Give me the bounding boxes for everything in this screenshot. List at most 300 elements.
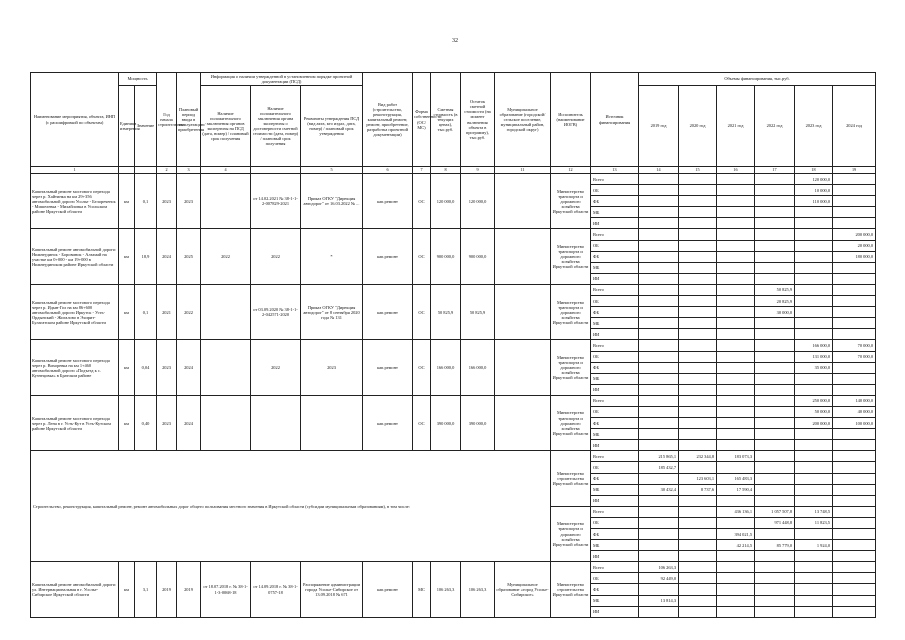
object-plan-year: 2022 <box>177 284 201 339</box>
funding-value <box>833 429 876 440</box>
funding-value <box>795 251 833 262</box>
funding-value <box>717 418 755 429</box>
object-plan-year: 2023 <box>177 174 201 229</box>
funding-value: 85 779,0 <box>755 540 795 551</box>
funding-value <box>679 562 717 573</box>
column-number <box>119 167 135 174</box>
funding-value <box>795 240 833 251</box>
funding-value <box>795 329 833 340</box>
funding-value <box>717 318 755 329</box>
funding-value <box>755 495 795 506</box>
table-row <box>31 340 876 351</box>
column-number: 16 <box>717 167 755 174</box>
object-start-year: 2019 <box>157 562 177 617</box>
funding-value <box>833 506 876 517</box>
object-unit: км <box>119 562 135 617</box>
funding-value: 180 000,0 <box>833 251 876 262</box>
funding-value: 200 000,0 <box>795 418 833 429</box>
funding-value <box>679 284 717 295</box>
object-remain: 390 000,0 <box>461 395 495 450</box>
column-number: 15 <box>679 167 717 174</box>
funding-value <box>833 329 876 340</box>
funding-value <box>679 207 717 218</box>
object-ownership: ОС <box>413 229 431 284</box>
funding-value <box>755 418 795 429</box>
funding-value: 70 000,0 <box>833 351 876 362</box>
funding-value <box>717 562 755 573</box>
object-remain: 120 000,0 <box>461 174 495 229</box>
funding-value <box>639 229 679 240</box>
source-label: МБ <box>591 262 639 273</box>
source-label: ИИ <box>591 329 639 340</box>
column-number <box>251 167 301 174</box>
object-remain: 900 000,0 <box>461 229 495 284</box>
funding-value <box>755 451 795 462</box>
column-number: 6 <box>363 167 413 174</box>
funding-value <box>639 506 679 517</box>
funding-value <box>679 362 717 373</box>
object-name: Капитальный ремонт мостового перехода через р. Лена в г. Усть-Кут в Усть-Кутском районе Иркутской области <box>31 395 119 450</box>
funding-value: 50 825,9 <box>755 284 795 295</box>
funding-value <box>717 296 755 307</box>
object-work-type: кап.ремонт <box>363 284 413 339</box>
source-label: ИИ <box>591 218 639 229</box>
source-label: Всего <box>591 340 639 351</box>
funding-value <box>717 284 755 295</box>
funding-value: 13 814,3 <box>639 595 679 606</box>
object-ownership: ОС <box>413 395 431 450</box>
funding-value <box>639 517 679 528</box>
column-number: 2 <box>157 167 177 174</box>
object-value: 18,9 <box>135 229 157 284</box>
funding-value <box>795 573 833 584</box>
funding-value <box>795 440 833 451</box>
funding-value <box>679 429 717 440</box>
funding-value: 120 000,0 <box>795 174 833 185</box>
funding-value <box>833 595 876 606</box>
funding-value <box>795 207 833 218</box>
source-label: ФБ <box>591 362 639 373</box>
funding-value <box>717 340 755 351</box>
column-number: 12 <box>551 167 591 174</box>
source-label: МБ <box>591 373 639 384</box>
funding-value <box>639 362 679 373</box>
funding-value: 232 344,8 <box>679 451 717 462</box>
source-label: ОБ <box>591 462 639 473</box>
object-executor: Министерство транспорта и дорожного хозяйства Иркутской области <box>551 284 591 339</box>
funding-value <box>795 529 833 540</box>
summary-row <box>31 451 876 462</box>
funding-value <box>795 429 833 440</box>
funding-value <box>755 440 795 451</box>
funding-value <box>639 529 679 540</box>
funding-value <box>795 484 833 495</box>
funding-value <box>717 384 755 395</box>
funding-value <box>833 284 876 295</box>
funding-value <box>755 551 795 562</box>
funding-value <box>679 218 717 229</box>
object-estimate: 390 000,0 <box>431 395 461 450</box>
source-label: ОБ <box>591 296 639 307</box>
object-value: 0,1 <box>135 284 157 339</box>
funding-value <box>833 262 876 273</box>
header-municipality: Муниципальное образование (городской/сельское поселение, муниципальный район, городской округ) <box>495 73 551 167</box>
object-psd-expert <box>201 284 251 339</box>
header-ownership: Форма собственности (ОС/МС) <box>413 73 431 167</box>
funding-value <box>833 562 876 573</box>
funding-value <box>755 340 795 351</box>
funding-value <box>755 529 795 540</box>
funding-value <box>639 284 679 295</box>
header-year: 2024 год <box>833 86 876 167</box>
funding-value <box>717 351 755 362</box>
funding-value <box>795 473 833 484</box>
object-name: Капитальный ремонт автомобильной дороги ул. Интернациональная в г. Усолье-Сибирское Иркутской области <box>31 562 119 617</box>
funding-value <box>717 517 755 528</box>
source-label: ОБ <box>591 406 639 417</box>
funding-value: 8 737,6 <box>679 484 717 495</box>
funding-value <box>679 551 717 562</box>
funding-value <box>639 418 679 429</box>
funding-value <box>679 406 717 417</box>
funding-value: 131 000,0 <box>795 351 833 362</box>
object-name: Капитальный ремонт мостового перехода через р. Идын-Гол на км 86+600 автомобильной дороги Иркутск - Усть-Ордынский - Жигалово в Эхирит-Булагатском районе Иркутской области <box>31 284 119 339</box>
funding-value: 20 825,9 <box>755 296 795 307</box>
object-estimate: 120 000,0 <box>431 174 461 229</box>
funding-value <box>833 318 876 329</box>
funding-value <box>679 262 717 273</box>
funding-value <box>639 473 679 484</box>
funding-value <box>755 174 795 185</box>
object-ownership: ОС <box>413 340 431 395</box>
funding-value <box>639 606 679 617</box>
funding-value <box>679 373 717 384</box>
funding-value <box>755 484 795 495</box>
funding-value <box>679 462 717 473</box>
funding-value <box>795 606 833 617</box>
funding-value <box>833 540 876 551</box>
object-work-type: кап.ремонт <box>363 229 413 284</box>
object-start-year: 2023 <box>157 395 177 450</box>
funding-value <box>833 174 876 185</box>
object-psd-approve <box>301 395 363 450</box>
funding-value: 10 000,0 <box>795 185 833 196</box>
funding-value <box>639 340 679 351</box>
funding-value <box>755 406 795 417</box>
object-psd-expert: от 18.07.2018 г. № 38-1-1-3-0068-18 <box>201 562 251 617</box>
object-start-year: 2024 <box>157 229 177 284</box>
funding-value: 971 448,8 <box>755 517 795 528</box>
object-municipality <box>495 284 551 339</box>
funding-value <box>717 207 755 218</box>
source-label: МБ <box>591 595 639 606</box>
object-remain: 106 263,3 <box>461 562 495 617</box>
source-label: МБ <box>591 318 639 329</box>
funding-value <box>755 606 795 617</box>
object-municipality <box>495 340 551 395</box>
header-capacity: Мощность <box>119 73 157 86</box>
funding-value <box>833 517 876 528</box>
object-unit: км <box>119 174 135 229</box>
funding-value: 394 021,5 <box>717 529 755 540</box>
funding-value <box>679 251 717 262</box>
funding-value <box>639 406 679 417</box>
funding-value <box>833 218 876 229</box>
funding-value <box>755 351 795 362</box>
object-executor: Министерство транспорта и дорожного хозяйства Иркутской области <box>551 395 591 450</box>
funding-value <box>755 584 795 595</box>
source-label: Всего <box>591 451 639 462</box>
object-executor: Министерство транспорта и дорожного хозяйства Иркутской области <box>551 229 591 284</box>
funding-value: 92 449,0 <box>639 573 679 584</box>
funding-value <box>755 473 795 484</box>
funding-value: 40 000,0 <box>833 406 876 417</box>
object-value: 0,40 <box>135 395 157 450</box>
funding-value <box>717 273 755 284</box>
funding-value <box>833 362 876 373</box>
source-label: ОБ <box>591 240 639 251</box>
funding-value <box>717 462 755 473</box>
object-municipality: Муниципальное образование «город Усолье-Сибирское» <box>495 562 551 617</box>
funding-value <box>833 373 876 384</box>
funding-value <box>679 540 717 551</box>
column-number: 18 <box>795 167 833 174</box>
object-psd-cost: от 14.02.2021 № 38-1-1-2-007829-2021 <box>251 174 301 229</box>
funding-value: 11 823,5 <box>795 517 833 528</box>
funding-value <box>755 218 795 229</box>
funding-value <box>717 406 755 417</box>
header-source: Источник финансирования <box>591 73 639 167</box>
column-number: 8 <box>431 167 461 174</box>
source-label: ИИ <box>591 551 639 562</box>
funding-value: 70 000,0 <box>833 340 876 351</box>
funding-value <box>639 318 679 329</box>
object-estimate: 106 263,3 <box>431 562 461 617</box>
source-label: ИИ <box>591 606 639 617</box>
funding-value <box>717 606 755 617</box>
header-year: 2020 год <box>679 86 717 167</box>
funding-value <box>833 606 876 617</box>
funding-value <box>795 495 833 506</box>
object-work-type: кап.ремонт <box>363 340 413 395</box>
funding-value: 123 603,1 <box>679 473 717 484</box>
funding-value: 106 263,3 <box>639 562 679 573</box>
funding-value <box>717 362 755 373</box>
funding-value <box>639 273 679 284</box>
funding-value <box>679 384 717 395</box>
funding-value <box>679 196 717 207</box>
funding-value <box>717 185 755 196</box>
funding-value <box>717 307 755 318</box>
funding-value <box>679 229 717 240</box>
object-psd-expert: 2022 <box>201 229 251 284</box>
funding-value <box>639 429 679 440</box>
object-start-year: 2021 <box>157 284 177 339</box>
funding-value <box>717 229 755 240</box>
funding-value <box>833 584 876 595</box>
header-psd-expert: Наличие положительного заключения органов экспертизы на ПСД (дата, номер) / плановый срок получения <box>201 86 251 167</box>
funding-value <box>717 373 755 384</box>
funding-value <box>755 462 795 473</box>
object-unit: км <box>119 284 135 339</box>
column-number: 11 <box>495 167 551 174</box>
funding-value <box>717 429 755 440</box>
funding-value <box>717 262 755 273</box>
object-estimate: 166 000,0 <box>431 340 461 395</box>
object-work-type: кап.ремонт <box>363 395 413 450</box>
funding-value <box>717 329 755 340</box>
funding-value <box>833 484 876 495</box>
funding-value <box>833 440 876 451</box>
funding-value <box>679 318 717 329</box>
column-number <box>135 167 157 174</box>
funding-value <box>679 529 717 540</box>
funding-value <box>679 329 717 340</box>
funding-value <box>755 362 795 373</box>
funding-value <box>795 284 833 295</box>
funding-value <box>833 473 876 484</box>
table-row <box>31 174 876 185</box>
funding-value <box>833 573 876 584</box>
source-label: ОБ <box>591 351 639 362</box>
object-name: Капитальный ремонт мостового перехода через р. Вихоревка на км 1+460 автомобильной дороги «Подъезд к с. Кузнецовка» в Братском районе <box>31 340 119 395</box>
funding-value <box>639 384 679 395</box>
table-body <box>31 73 876 618</box>
funding-value <box>717 218 755 229</box>
funding-value <box>639 351 679 362</box>
funding-value <box>795 307 833 318</box>
funding-value <box>639 185 679 196</box>
column-number: 3 <box>177 167 201 174</box>
funding-value <box>833 207 876 218</box>
header-plan-year: Плановый период ввода в эксплуатацию/приобретения <box>177 73 201 167</box>
source-label: ИИ <box>591 440 639 451</box>
funding-value <box>679 395 717 406</box>
funding-value <box>795 262 833 273</box>
funding-value: 30 432,4 <box>639 484 679 495</box>
object-psd-expert <box>201 340 251 395</box>
funding-value <box>755 229 795 240</box>
object-psd-approve: 2023 <box>301 340 363 395</box>
funding-value <box>679 595 717 606</box>
funding-value <box>639 174 679 185</box>
object-executor: Министерство транспорта и дорожного хозяйства Иркутской области <box>551 174 591 229</box>
funding-value <box>639 584 679 595</box>
object-ownership: ОС <box>413 284 431 339</box>
funding-value: 215 865,1 <box>639 451 679 462</box>
object-start-year: 2023 <box>157 340 177 395</box>
funding-value <box>755 395 795 406</box>
source-label: ИИ <box>591 495 639 506</box>
funding-value <box>795 373 833 384</box>
funding-value <box>755 262 795 273</box>
funding-value <box>679 584 717 595</box>
column-number: 17 <box>755 167 795 174</box>
object-estimate: 900 000,0 <box>431 229 461 284</box>
funding-value: 42 214,5 <box>717 540 755 551</box>
object-psd-cost: от 03.09.2020 № 38-1-1-2-042571-2020 <box>251 284 301 339</box>
funding-value <box>755 595 795 606</box>
object-psd-approve: Распоряжение администрации города Усолье-Сибирское от 13.09.2018 № 671 <box>301 562 363 617</box>
funding-value <box>717 395 755 406</box>
funding-value <box>755 240 795 251</box>
source-label: ФБ <box>591 418 639 429</box>
funding-value <box>639 196 679 207</box>
funding-value <box>833 296 876 307</box>
object-municipality <box>495 174 551 229</box>
source-label: ОБ <box>591 517 639 528</box>
funding-value <box>795 562 833 573</box>
funding-value <box>795 273 833 284</box>
source-label: Всего <box>591 229 639 240</box>
funding-value <box>795 296 833 307</box>
header-psd-approve: Реквизиты утверждения ПСД (вид акта, кто издал, дата, номер) / плановый срок утверждения <box>301 86 363 167</box>
object-work-type: кап.ремонт <box>363 174 413 229</box>
funding-value: 165 483,3 <box>717 473 755 484</box>
funding-value <box>717 573 755 584</box>
funding-value <box>717 495 755 506</box>
funding-value <box>833 196 876 207</box>
funding-value <box>755 329 795 340</box>
funding-value <box>717 551 755 562</box>
header-year: 2019 год <box>639 86 679 167</box>
funding-value <box>639 395 679 406</box>
funding-value <box>717 595 755 606</box>
column-number: 1 <box>31 167 119 174</box>
source-label: ОБ <box>591 573 639 584</box>
header-funding: Объемы финансирования, тыс.руб. <box>639 73 876 86</box>
funding-value <box>679 440 717 451</box>
funding-value <box>833 495 876 506</box>
funding-value <box>639 329 679 340</box>
table-row <box>31 395 876 406</box>
object-executor: Министерство строительства Иркутской области <box>551 562 591 617</box>
funding-value <box>717 584 755 595</box>
object-plan-year: 2024 <box>177 340 201 395</box>
source-label: Всего <box>591 506 639 517</box>
column-number: 9 <box>461 167 495 174</box>
object-work-type: кап.ремонт <box>363 562 413 617</box>
header-start-year: Год начала строительства <box>157 73 177 167</box>
header-work-type: Вид работ (строительство, реконструкция, капитальный ремонт, ремонт, приобретение, разработка проектной документации) <box>363 73 413 167</box>
funding-value <box>717 251 755 262</box>
funding-value <box>639 262 679 273</box>
object-remain: 50 825,9 <box>461 284 495 339</box>
funding-value: 140 000,0 <box>833 395 876 406</box>
funding-value: 13 748,5 <box>795 506 833 517</box>
funding-value <box>679 307 717 318</box>
object-name: Капитальный ремонт автомобильной дороги Нижнеудинск - Боровинок - Алзамай на участке км 0+000 - км 19+000 в Нижнеудинском районе Иркутской области <box>31 229 119 284</box>
funding-value <box>679 495 717 506</box>
source-label: ОБ <box>591 185 639 196</box>
funding-value <box>639 551 679 562</box>
funding-value: 183 073,3 <box>717 451 755 462</box>
funding-value <box>755 318 795 329</box>
header-year: 2021 год <box>717 86 755 167</box>
source-label: Всего <box>591 284 639 295</box>
funding-value <box>679 573 717 584</box>
funding-value <box>679 418 717 429</box>
source-label: Всего <box>591 174 639 185</box>
funding-value <box>795 384 833 395</box>
table-row <box>31 229 876 240</box>
header-estimate: Сметная стоимость (в текущих ценах), тыс.руб. <box>431 73 461 167</box>
object-psd-cost: 2022 <box>251 229 301 284</box>
funding-value: 35 000,0 <box>795 362 833 373</box>
funding-value <box>679 351 717 362</box>
header-psd-cost: Наличие положительного заключения органа экспертизы о достоверности сметной стоимости (дата, номер) / плановый срок получения <box>251 86 301 167</box>
funding-value <box>679 340 717 351</box>
